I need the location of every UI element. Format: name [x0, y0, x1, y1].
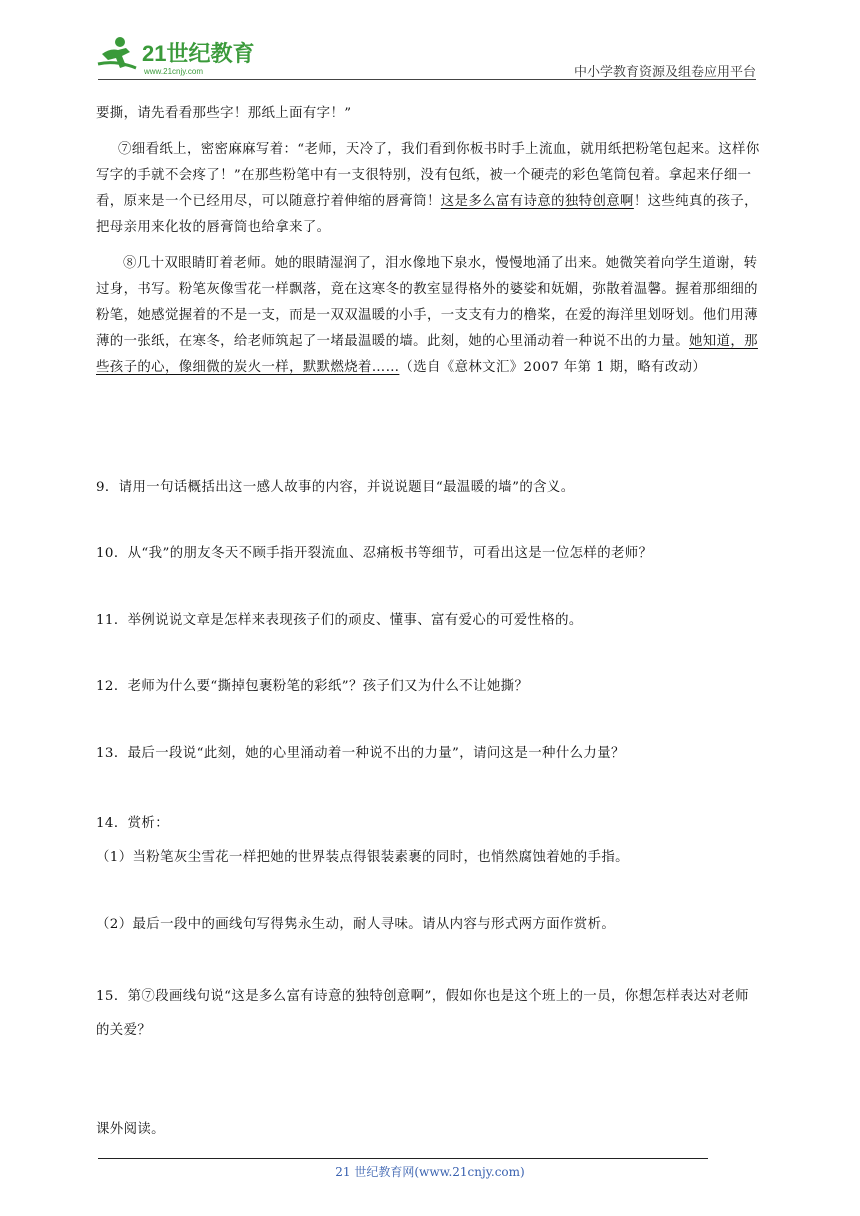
- paragraph-7: [96, 137, 760, 241]
- logo-text: 21世纪教育: [142, 41, 255, 66]
- logo-url: www.21cnjy.com: [144, 67, 203, 76]
- reading-passage: [96, 101, 760, 381]
- p7-text-b: ！这些纯真的孩子，把母亲用来化妆的唇膏筒也给拿来了。: [96, 194, 758, 235]
- question-14: 14．赏析：: [96, 816, 170, 831]
- section-extracurricular-reading: 课外阅读。: [96, 1122, 165, 1137]
- question-9: 9．请用一句话概括出这一感人故事的内容，并说说题目“最温暖的墙”的含义。: [96, 480, 575, 495]
- question-12: 12．老师为什么要“撕掉包裹粉笔的彩纸”？孩子们又为什么不让她撕？: [96, 679, 529, 694]
- paragraph-8: [96, 251, 760, 381]
- footer-divider: [98, 1158, 708, 1159]
- logo-21cnjy: [96, 34, 266, 78]
- p7-underlined-sentence: 这是多么富有诗意的独特创意啊: [440, 194, 634, 209]
- footer-site-link[interactable]: 21 世纪教育网(www.21cnjy.com): [335, 1165, 525, 1179]
- question-10: 10．从“我”的朋友冬天不顾手指开裂流血、忍痛板书等细节，可看出这是一位怎样的老师？: [96, 546, 653, 561]
- question-11: 11．举例说说文章是怎样来表现孩子们的顽皮、懂事、富有爱心的可爱性格的。: [96, 613, 583, 628]
- question-13: 13．最后一段说“此刻，她的心里涌动着一种说不出的力量”，请问这是一种什么力量？: [96, 746, 625, 761]
- p8-underlined-sentence: 她知道，那些孩子的心，像细微的炭火一样，默默燃烧着……: [96, 334, 758, 375]
- p8-source: （选自《意林文汇》2007 年第 1 期，略有改动）: [399, 360, 707, 375]
- question-14-part-2: （2）最后一段中的画线句写得隽永生动，耐人寻味。请从内容与形式两方面作赏析。: [96, 917, 616, 932]
- page-header: [96, 30, 756, 82]
- passage-continuation: 要撕，请先看看那些字！那纸上面有字！”: [96, 106, 352, 121]
- p7-text-a: ⑦细看纸上，密密麻麻写着：“老师，天冷了，我们看到你板书时手上流血，就用纸把粉笔包起来。这样你写字的手就不会疼了！”在那些粉笔中有一支很特别，没有包纸，被一个硬壳的彩色笔筒包着。拿起来仔细一看，原来是一个已经用尽，可以随意拧着伸缩的唇膏筒！: [96, 142, 760, 209]
- question-14-part-1: （1）当粉笔灰尘雪花一样把她的世界装点得银装素裹的同时，也悄然腐蚀着她的手指。: [96, 850, 629, 865]
- header-divider: [98, 79, 756, 80]
- header-platform-name: 中小学教育资源及组卷应用平台: [573, 65, 756, 80]
- question-15: 15．第⑦段画线句说“这是多么富有诗意的独特创意啊”，假如你也是这个班上的一员，你想怎样表达对老师的关爱？: [96, 989, 749, 1038]
- p8-text-a: ⑧几十双眼睛盯着老师。她的眼睛湿润了，泪水像地下泉水，慢慢地涌了出来。她微笑着向学生道谢，转过身，书写。粉笔灰像雪花一样飘落，竟在这寒冬的教室显得格外的婆娑和妩媚，弥散着温馨。握着那细细的粉笔，她感觉握着的不是一支，而是一双双温暖的小手，一支支有力的橹桨，在爱的海洋里划呀划。他们用薄薄的一张纸，在寒冬，给老师筑起了一堵最温暖的墙。此刻，她的心里涌动着一种说不出的力量。: [96, 256, 758, 349]
